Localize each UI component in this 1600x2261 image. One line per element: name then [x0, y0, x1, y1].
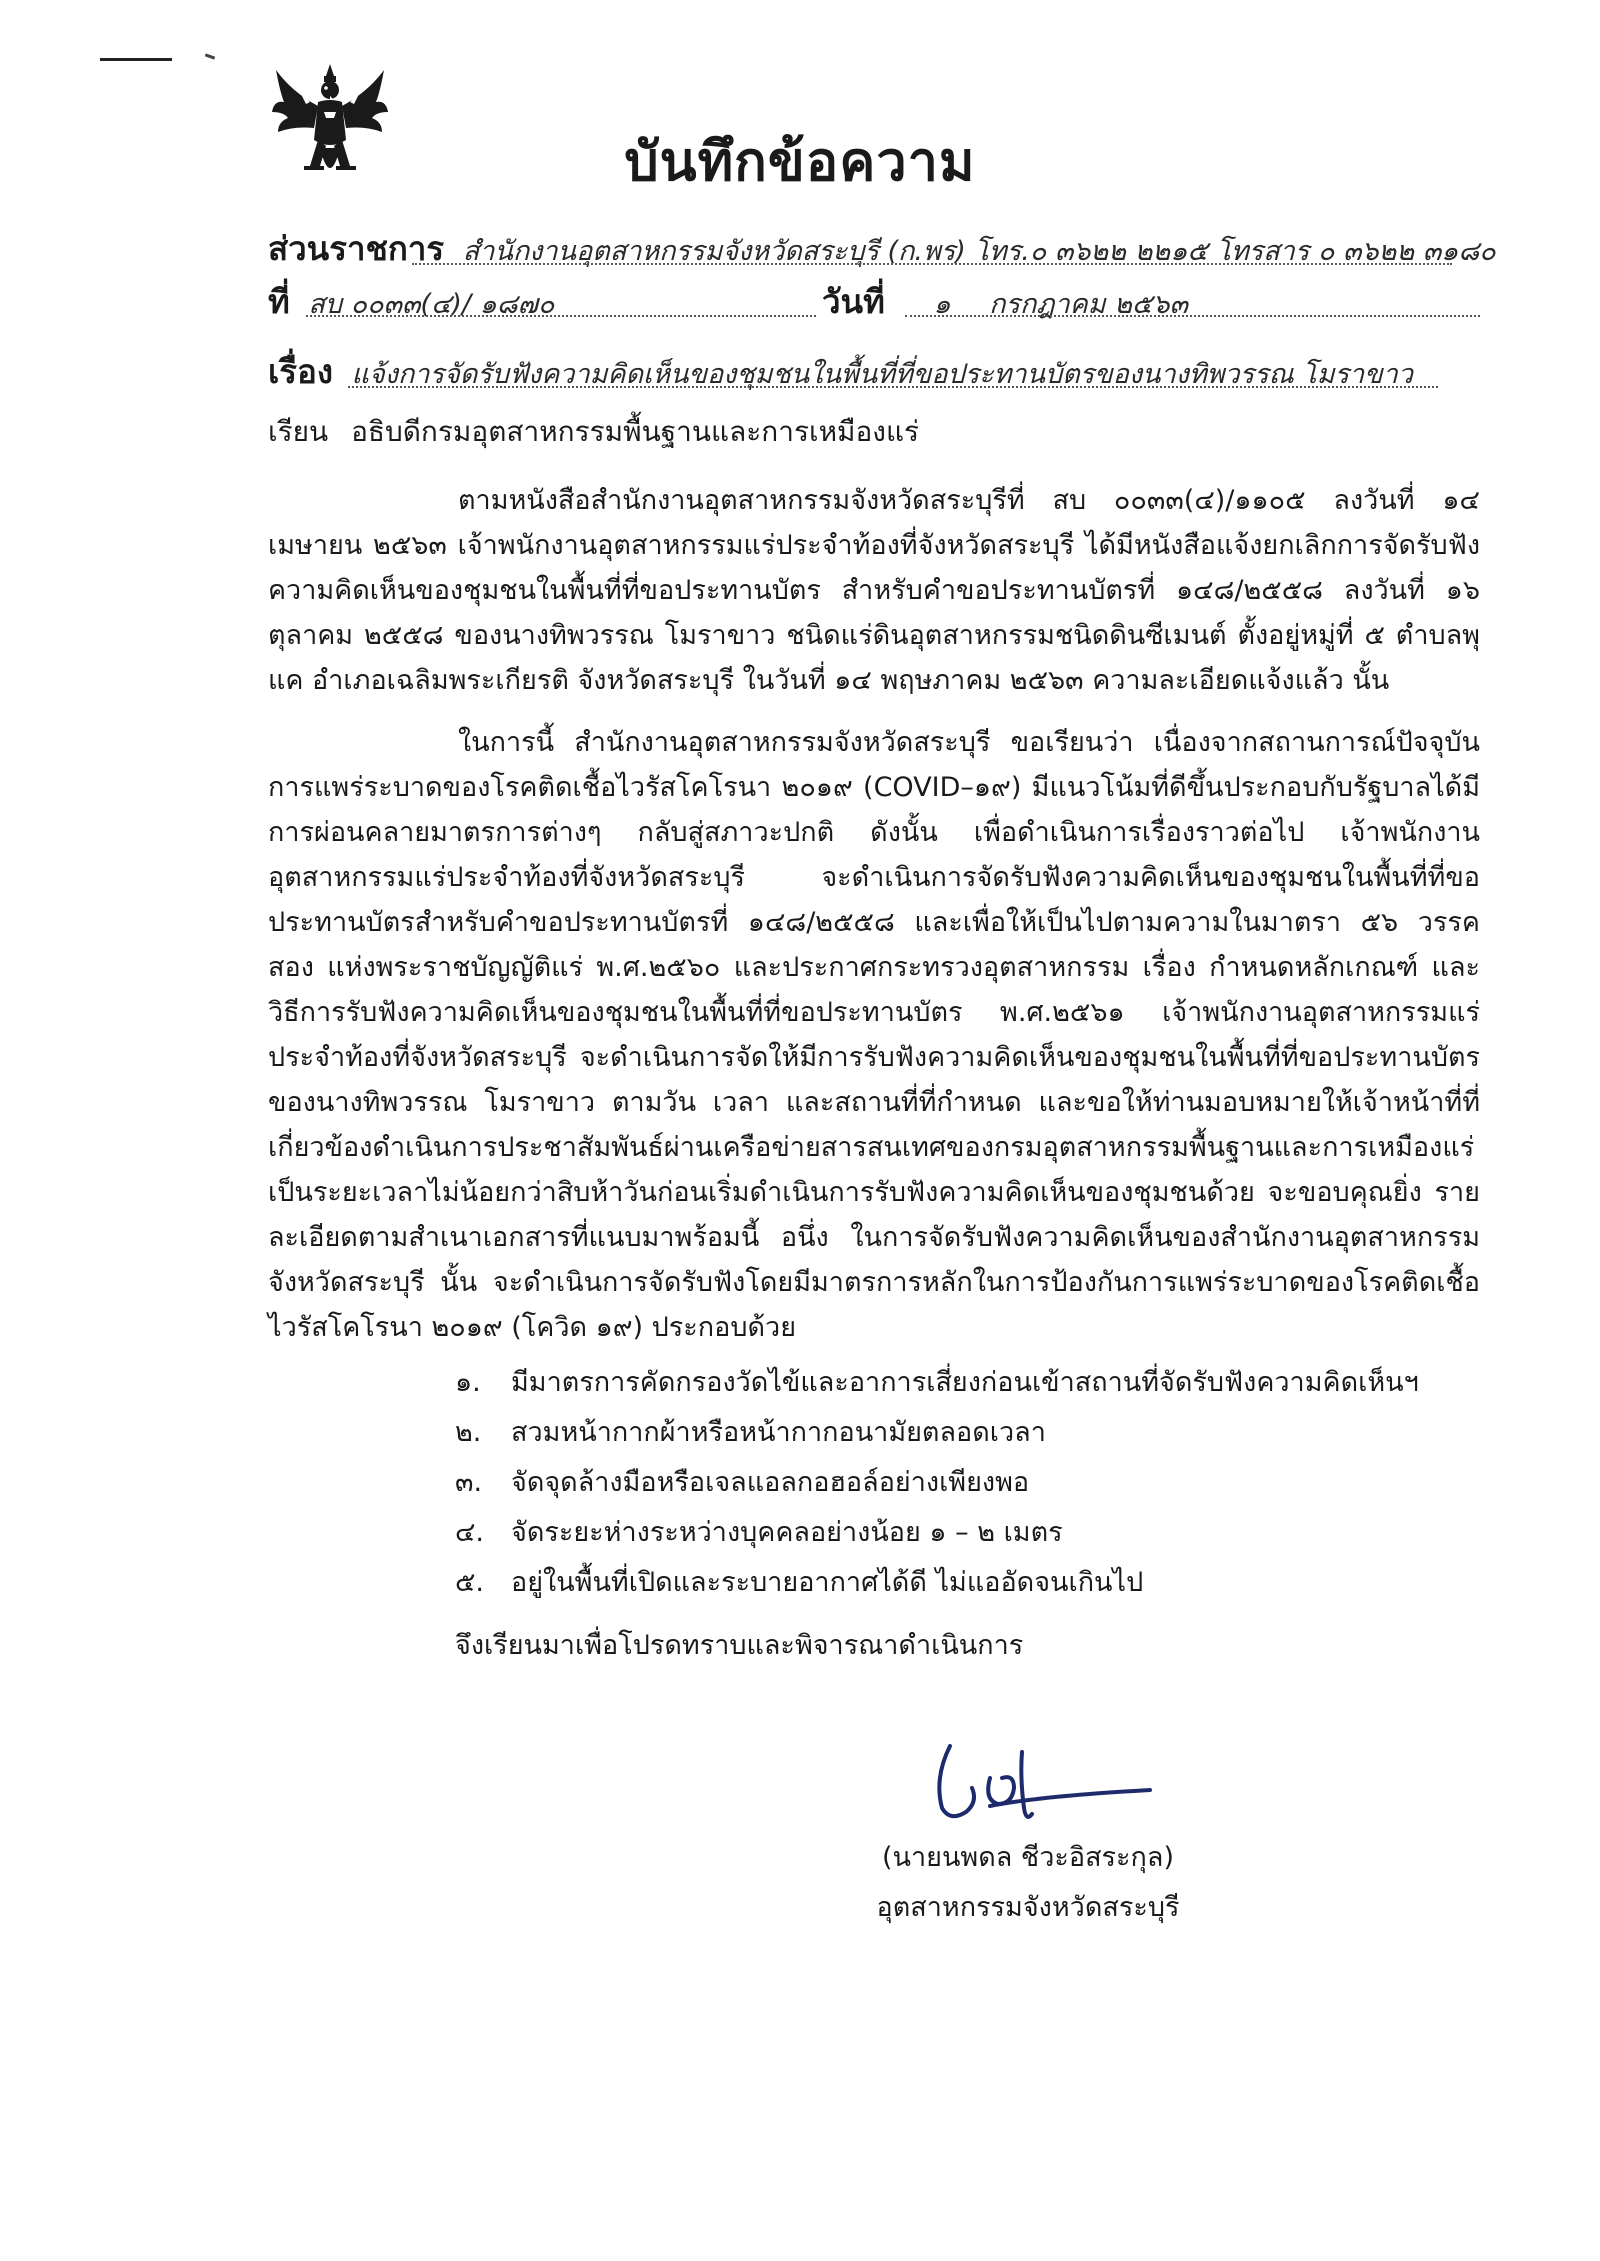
date-label: วันที่ — [822, 282, 885, 321]
list-item-number: ๔. — [455, 1517, 485, 1548]
date-row — [822, 275, 1188, 328]
paragraph-1 — [268, 478, 1480, 703]
scan-mark — [100, 58, 172, 61]
subject-dotline — [348, 386, 1438, 388]
agency-value: สำนักงานอุตสาหกรรมจังหวัดสระบุรี (ก.พร) โทร.๐ ๓๖๒๒ ๒๒๑๕ โทรสาร ๐ ๓๖๒๒ ๓๑๘๐ — [462, 236, 1496, 267]
ref-label: ที่ — [268, 282, 290, 321]
signatory-name: (นายนพดล ชีวะอิสระกุล) — [881, 1842, 1174, 1873]
list-item-text: จัดระยะห่างระหว่างบุคคลอย่างน้อย ๑ – ๒ เมตร — [511, 1517, 1063, 1548]
paragraph-2 — [268, 720, 1480, 1350]
salutation — [268, 410, 919, 454]
scan-mark — [205, 53, 215, 59]
date-dotline — [905, 315, 1480, 317]
list-item — [455, 1408, 1419, 1458]
ref-row — [268, 275, 554, 328]
list-item — [455, 1558, 1419, 1608]
agency-label: ส่วนราชการ — [268, 229, 445, 268]
subject-row — [268, 345, 1413, 398]
subject-value: แจ้งการจัดรับฟังความคิดเห็นของชุมชนในพื้นที่ที่ขอประทานบัตรของนางทิพวรรณ โมราขาว — [351, 359, 1413, 390]
list-item-number: ๕. — [455, 1567, 485, 1598]
list-item-number: ๒. — [455, 1417, 482, 1448]
list-item-text: มีมาตรการคัดกรองวัดไข้และอาการเสี่ยงก่อนเข้าสถานที่จัดรับฟังความคิดเห็นฯ — [511, 1367, 1419, 1398]
subject-label: เรื่อง — [268, 352, 333, 391]
salutation-value: อธิบดีกรมอุตสาหกรรมพื้นฐานและการเหมืองแร่ — [351, 415, 920, 448]
paragraph-text: ตามหนังสือสำนักงานอุตสาหกรรมจังหวัดสระบุรีที่ สบ ๐๐๓๓(๔)/๑๑๐๕ ลงวันที่ ๑๔ เมษายน ๒๕๖๓ เจ้าพนักงานอุตสาหกรรมแร่ประจำท้องที่จังหวัดสระบุรี ได้มีหนังสือแจ้งยกเลิกการจัดรับฟังความคิดเห็นของชุมชนในพื้นที่ที่ขอประทานบัตร สำหรับคำขอประทานบัตรที่ ๑๔๘/๒๕๕๘ ลงวันที่ ๑๖ ตุลาคม ๒๕๕๘ ของนางทิพวรรณ โมราขาว ชนิดแร่ดินอุตสาหกรรมชนิดดินซีเมนต์ ตั้งอยู่หมู่ที่ ๕ ตำบลพุแค อำเภอเฉลิมพระเกียรติ จังหวัดสระบุรี ในวันที่ ๑๔ พฤษภาคม ๒๕๖๓ ความละเอียดแจ้งแล้ว นั้น — [268, 485, 1480, 696]
paragraph-text: ในการนี้ สำนักงานอุตสาหกรรมจังหวัดสระบุรี ขอเรียนว่า เนื่องจากสถานการณ์ปัจจุบันการแพร่ระบาดของโรคติดเชื้อไวรัสโคโรนา ๒๐๑๙ (COVID–๑๙) มีแนวโน้มที่ดีขึ้นประกอบกับรัฐบาลได้มีการผ่อนคลายมาตรการต่างๆ กลับสู่สภาวะปกติ ดังนั้น เพื่อดำเนินการเรื่องราวต่อไป เจ้าพนักงานอุตสาหกรรมแร่ประจำท้องที่จังหวัดสระบุรี จะดำเนินการจัดรับฟังความคิดเห็นของชุมชนในพื้นที่ที่ขอประทานบัตรสำหรับคำขอประทานบัตรที่ ๑๔๘/๒๕๕๘ และเพื่อให้เป็นไปตามความในมาตรา ๕๖ วรรคสอง แห่งพระราชบัญญัติแร่ พ.ศ.๒๕๖๐ และประกาศกระทรวงอุตสาหกรรม เรื่อง กำหนดหลักเกณฑ์ และวิธีการรับฟังความคิดเห็นของชุมชนในพื้นที่ที่ขอประทานบัตร พ.ศ.๒๕๖๑ เจ้าพนักงานอุตสาหกรรมแร่ประจำท้องที่จังหวัดสระบุรี จะดำเนินการจัดให้มีการรับฟังความคิดเห็นของชุมชนในพื้นที่ที่ขอประทานบัตรของนางทิพวรรณ โมราขาว ตามวัน เวลา และสถานที่ที่กำหนด และขอให้ท่านมอบหมายให้เจ้าหน้าที่ที่เกี่ยวข้องดำเนินการประชาสัมพันธ์ผ่านเครือข่ายสารสนเทศของกรมอุตสาหกรรมพื้นฐานและการเหมืองแร่ เป็นระยะเวลาไม่น้อยกว่าสิบห้าวันก่อนเริ่มดำเนินการรับฟังความคิดเห็นของชุมชนด้วย จะขอบคุณยิ่ง รายละเอียดตามสำเนาเอกสารที่แนบมาพร้อมนี้ อนึ่ง ในการจัดรับฟังความคิดเห็นของสำนักงานอุตสาหกรรมจังหวัดสระบุรี นั้น จะดำเนินการจัดรับฟังโดยมีมาตรการหลักในการป้องกันการแพร่ระบาดของโรคติดเชื้อไวรัสโคโรนา ๒๐๑๙ (โควิด ๑๙) ประกอบด้วย — [268, 727, 1480, 1343]
list-item-number: ๑. — [455, 1367, 481, 1398]
memo-title: บันทึกข้อความ — [624, 130, 976, 193]
salutation-label: เรียน — [268, 415, 329, 448]
list-item — [455, 1458, 1419, 1508]
list-item — [455, 1358, 1419, 1408]
agency-dotline — [412, 263, 1452, 265]
list-item — [455, 1508, 1419, 1558]
measures-list — [455, 1358, 1419, 1608]
date-value: กรกฎาคม ๒๕๖๓ — [989, 289, 1188, 320]
list-item-number: ๓. — [455, 1467, 483, 1498]
list-item-text: อยู่ในพื้นที่เปิดและระบายอากาศได้ดี ไม่แออัดจนเกินไป — [511, 1567, 1144, 1598]
list-item-text: สวมหน้ากากผ้าหรือหน้ากากอนามัยตลอดเวลา — [511, 1417, 1046, 1448]
list-item-text: จัดจุดล้างมือหรือเจลแอลกอฮอล์อย่างเพียงพอ — [511, 1467, 1030, 1498]
signature-image — [920, 1738, 1160, 1848]
ref-value: สบ ๐๐๓๓(๔)/ ๑๘๗๐ — [308, 289, 555, 320]
signatory-position: อุตสาหกรรมจังหวัดสระบุรี — [876, 1892, 1180, 1923]
ref-dotline — [306, 315, 816, 317]
date-day: ๑ — [933, 289, 951, 320]
agency-row — [268, 222, 1496, 275]
closing-line: จึงเรียนมาเพื่อโปรดทราบและพิจารณาดำเนินการ — [455, 1630, 1024, 1661]
